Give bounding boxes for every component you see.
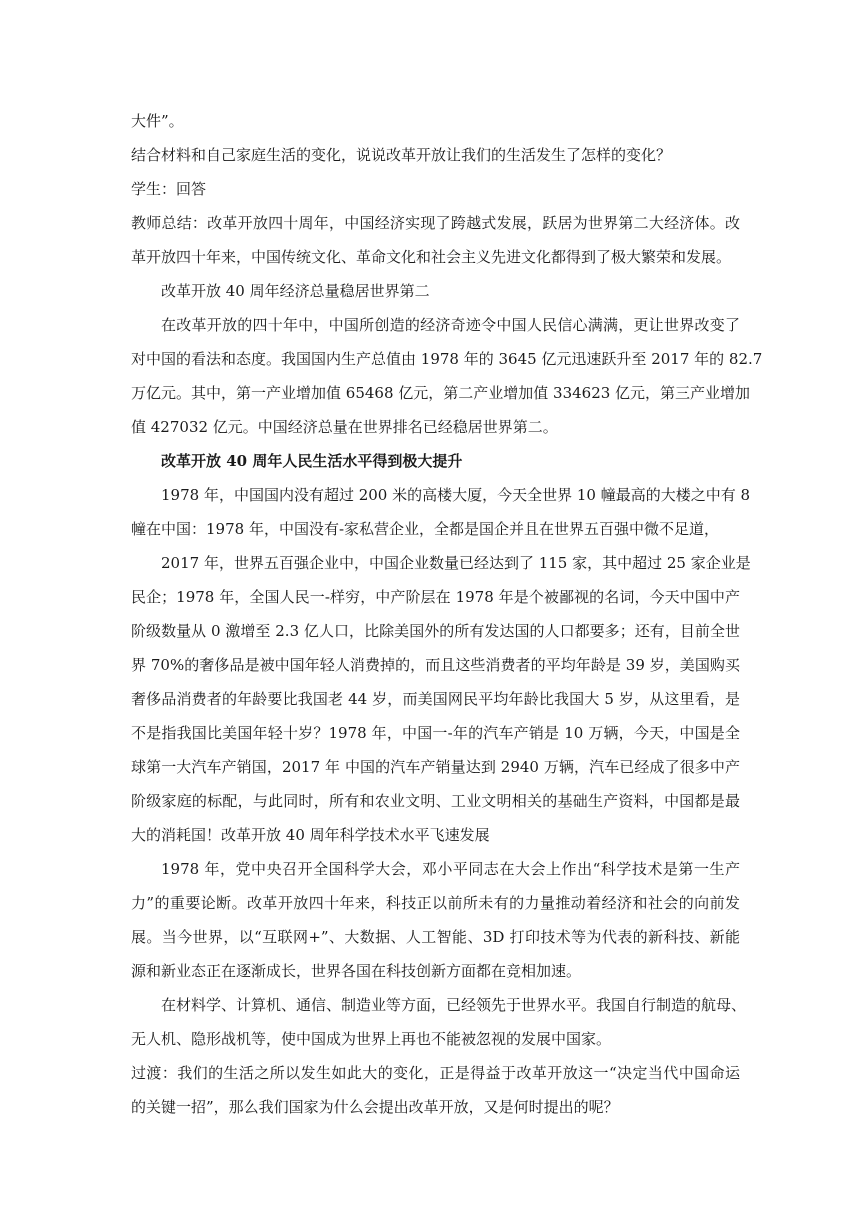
text-line: 奢侈品消费者的年龄要比我国老 44 岁，而美国网民平均年龄比我国大 5 岁，从这里看，是 — [131, 690, 740, 708]
text-line: 阶级家庭的标配，与此同时，所有和农业文明、工业文明相关的基础生产资料，中国都是最 — [131, 792, 740, 810]
text-line: 教师总结：改革开放四十周年，中国经济实现了跨越式发展，跃居为世界第二大经济体。改 — [131, 214, 740, 232]
text-line: 2017 年，世界五百强企业中，中国企业数量已经达到了 115 家，其中超过 25 家企业是 — [161, 554, 751, 572]
text-line: 革开放四十年来，中国传统文化、革命文化和社会主义先进文化都得到了极大繁荣和发展。 — [131, 248, 732, 266]
text-line: 幢在中国：1978 年，中国没有-家私营企业，全都是国企并且在世界五百强中微不足道， — [131, 520, 720, 538]
text-line: 大件”。 — [131, 112, 184, 130]
text-line: 源和新业态正在逐渐成长，世界各国在科技创新方面都在竞相加速。 — [131, 962, 582, 980]
text-line: 力”的重要论断。改革开放四十年来，科技正以前所未有的力量推动着经济和社会的向前发 — [131, 894, 740, 912]
text-line: 展。当今世界，以“互联网+”、大数据、人工智能、3D 打印技术等为代表的新科技、新能 — [131, 928, 740, 946]
section-heading: 改革开放 40 周年人民生活水平得到极大提升 — [161, 452, 463, 470]
text-line: 学生：回答 — [131, 180, 207, 198]
text-line: 界 70%的奢侈品是被中国年轻人消费掉的，而且这些消费者的平均年龄是 39 岁，美国购买 — [131, 656, 740, 674]
text-line: 万亿元。其中，第一产业增加值 65468 亿元，第二产业增加值 334623 亿元，第三产业增加 — [131, 384, 751, 402]
text-line: 不是指我国比美国年轻十岁？1978 年，中国一-年的汽车产销是 10 万辆，今天，中国是全 — [131, 724, 740, 742]
text-line: 球第一大汽车产销国，2017 年 中国的汽车产销量达到 2940 万辆，汽车已经成了很多中产 — [131, 758, 740, 776]
text-line: 阶级数量从 0 激增至 2.3 亿人口，比除美国外的所有发达国的人口都要多；还有，目前全世 — [131, 622, 740, 640]
text-line: 过渡：我们的生活之所以发生如此大的变化，正是得益于改革开放这一“决定当代中国命运 — [131, 1064, 740, 1082]
text-line: 1978 年，中国国内没有超过 200 米的高楼大厦，今天全世界 10 幢最高的大楼之中有 8 — [161, 486, 751, 504]
section-heading: 改革开放 40 周年经济总量稳居世界第二 — [161, 282, 430, 300]
text-line: 的关键一招”，那么我们国家为什么会提出改革开放，又是何时提出的呢？ — [131, 1098, 619, 1116]
text-line: 在改革开放的四十年中，中国所创造的经济奇迹令中国人民信心满满，更让世界改变了 — [161, 316, 740, 334]
text-line: 民企；1978 年，全国人民一-样穷，中产阶层在 1978 年是个被鄙视的名词，今天中国中产 — [131, 588, 740, 606]
text-line: 无人机、隐形战机等，使中国成为世界上再也不能被忽视的发展中国家。 — [131, 1030, 612, 1048]
text-line: 大的消耗国！改革开放 40 周年科学技术水平飞速发展 — [131, 826, 490, 844]
text-line: 对中国的看法和态度。我国国内生产总值由 1978 年的 3645 亿元迅速跃升至 2017 年的 82.7 — [131, 350, 763, 368]
text-line: 在材料学、计算机、通信、制造业等方面，已经领先于世界水平。我国自行制造的航母、 — [161, 996, 747, 1014]
text-line: 值 427032 亿元。中国经济总量在世界排名已经稳居世界第二。 — [131, 418, 558, 436]
text-line: 1978 年，党中央召开全国科学大会，邓小平同志在大会上作出“科学技术是第一生产 — [161, 860, 740, 878]
text-line: 结合材料和自己家庭生活的变化，说说改革开放让我们的生活发生了怎样的变化？ — [131, 146, 672, 164]
